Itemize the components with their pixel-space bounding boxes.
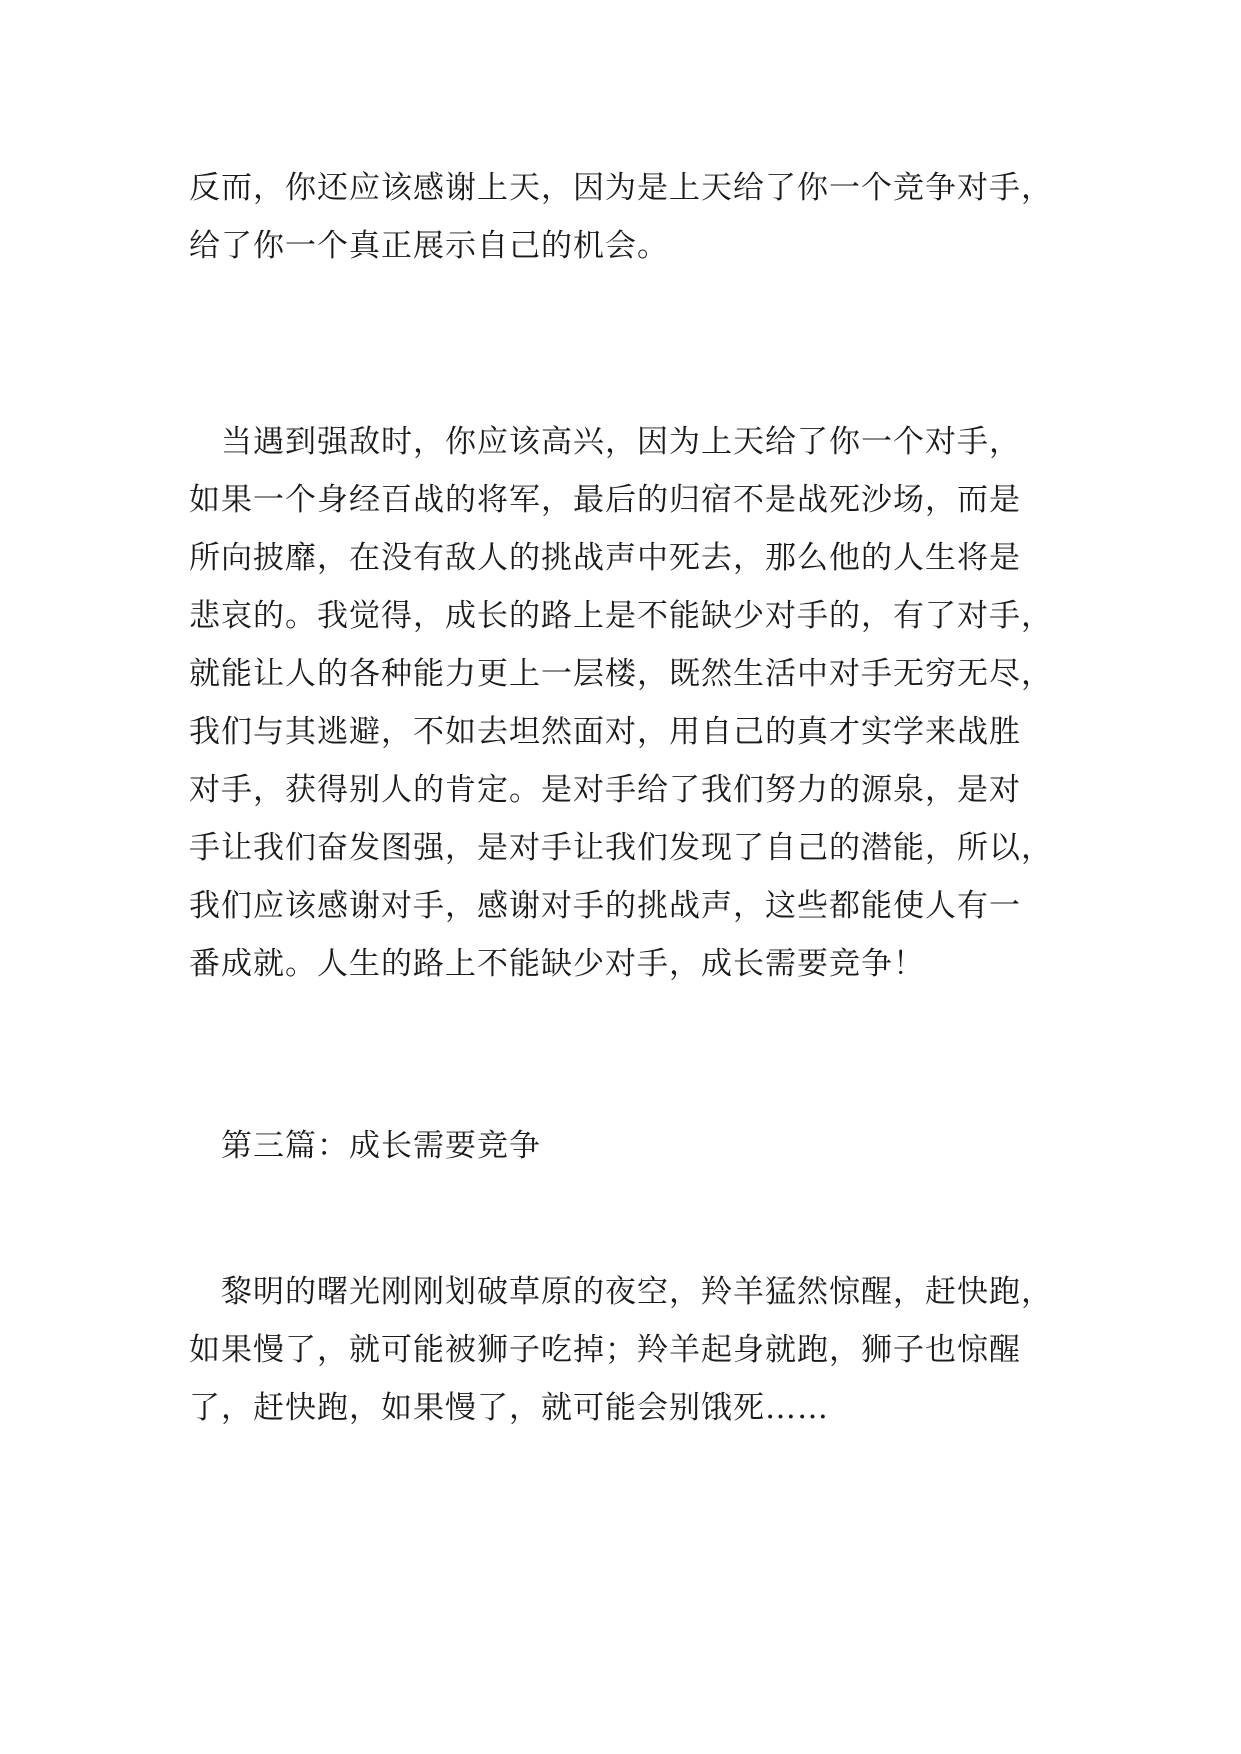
text-line: 对手，获得别人的肯定。是对手给了我们努力的源泉，是对 bbox=[189, 772, 1021, 808]
text-line: 如果一个身经百战的将军，最后的归宿不是战死沙场，而是 bbox=[189, 482, 1021, 518]
text-line: 我们应该感谢对手，感谢对手的挑战声，这些都能使人有一 bbox=[189, 888, 1021, 924]
text-line: 悲哀的。我觉得，成长的路上是不能缺少对手的，有了对手， bbox=[189, 598, 1053, 634]
text-line: 如果慢了，就可能被狮子吃掉；羚羊起身就跑，狮子也惊醒 bbox=[189, 1332, 1021, 1368]
text-line: 手让我们奋发图强，是对手让我们发现了自己的潜能，所以， bbox=[189, 830, 1053, 866]
text-line: 就能让人的各种能力更上一层楼，既然生活中对手无穷无尽， bbox=[189, 656, 1053, 692]
text-line: 给了你一个真正展示自己的机会。 bbox=[189, 228, 669, 264]
text-line: 了，赶快跑，如果慢了，就可能会别饿死…… bbox=[189, 1390, 829, 1426]
text-line: 番成就。人生的路上不能缺少对手，成长需要竞争！ bbox=[189, 946, 925, 982]
paragraph-antelope bbox=[189, 1263, 1069, 1437]
heading-line: 第三篇：成长需要竞争 bbox=[189, 1128, 541, 1164]
text-line: 所向披靡，在没有敌人的挑战声中死去，那么他的人生将是 bbox=[189, 540, 1021, 576]
paragraph-intro bbox=[189, 159, 1069, 275]
text-line: 我们与其逃避，不如去坦然面对，用自己的真才实学来战胜 bbox=[189, 714, 1021, 750]
section-heading bbox=[189, 1117, 1069, 1175]
text-line: 黎明的曙光刚刚划破草原的夜空，羚羊猛然惊醒，赶快跑， bbox=[189, 1274, 1053, 1310]
paragraph-opponent bbox=[189, 413, 1069, 993]
text-line: 反而，你还应该感谢上天，因为是上天给了你一个竞争对手， bbox=[189, 170, 1053, 206]
text-line: 当遇到强敌时，你应该高兴，因为上天给了你一个对手， bbox=[189, 424, 1021, 460]
